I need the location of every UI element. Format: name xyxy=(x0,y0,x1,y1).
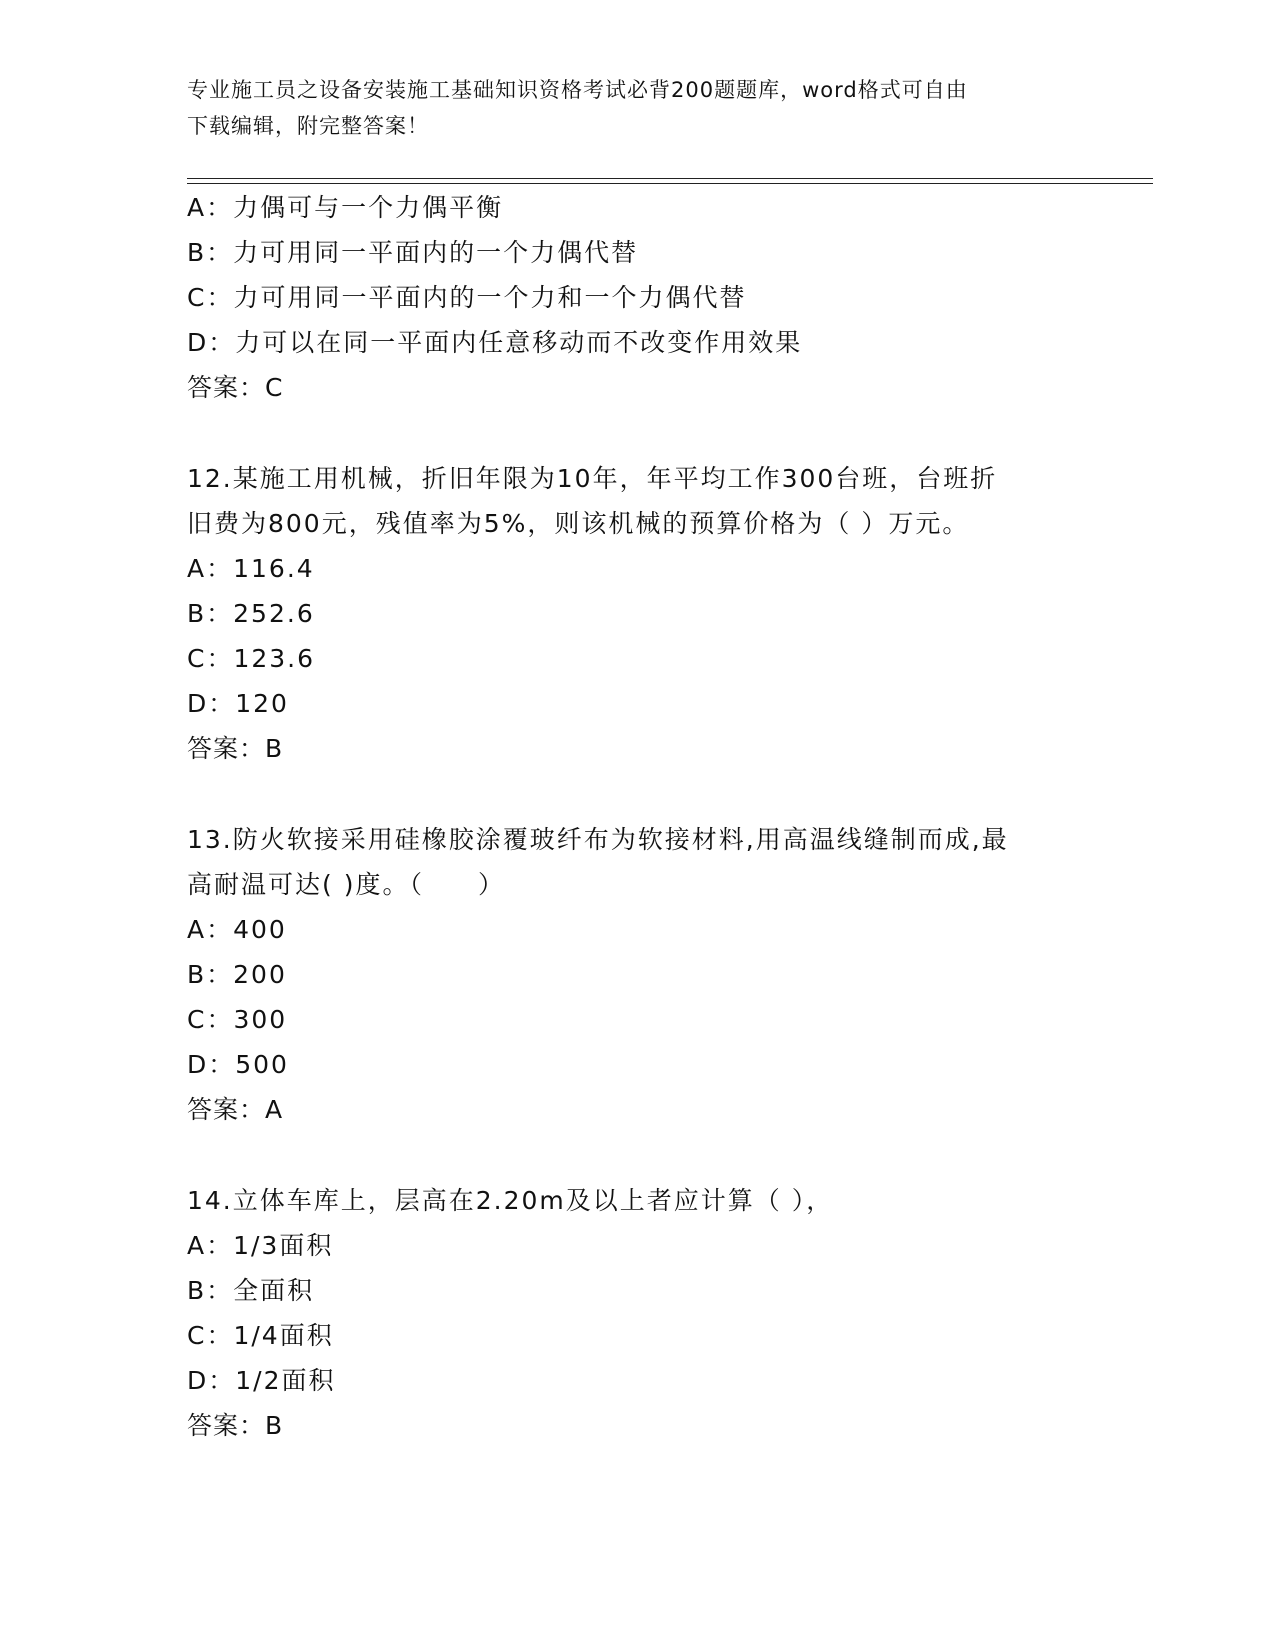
q13-option-d: D：500 xyxy=(187,1050,289,1079)
q12-stem-line-1: 12.某施工用机械，折旧年限为10年，年平均工作300台班，台班折 xyxy=(187,464,998,493)
q14-option-c: C：1/4面积 xyxy=(187,1321,334,1350)
q13-option-a: A：400 xyxy=(187,915,287,944)
q13-stem-line-2: 高耐温可达( )度。（ ） xyxy=(187,870,505,899)
q12-option-a: A：116.4 xyxy=(187,554,315,583)
document-header xyxy=(187,72,1087,144)
q12-option-c: C：123.6 xyxy=(187,644,316,673)
q13-option-b: B：200 xyxy=(187,960,287,989)
q11-option-d: D：力可以在同一平面内任意移动而不改变作用效果 xyxy=(187,328,803,357)
q14-option-a: A：1/3面积 xyxy=(187,1231,334,1260)
q14-stem-line-1: 14.立体车库上，层高在2.20m及以上者应计算（ ）， xyxy=(187,1186,834,1215)
header-divider-top xyxy=(187,178,1153,179)
header-line-2: 下载编辑，附完整答案！ xyxy=(187,114,429,138)
q13-answer: 答案：A xyxy=(187,1095,284,1124)
header-divider-bottom xyxy=(187,183,1153,184)
q11-answer: 答案：C xyxy=(187,373,284,402)
q13-stem-line-1: 13.防火软接采用硅橡胶涂覆玻纤布为软接材料,用高温线缝制而成,最 xyxy=(187,825,1009,854)
q12-answer: 答案：B xyxy=(187,734,284,763)
q14-answer: 答案：B xyxy=(187,1411,284,1440)
q11-option-c: C：力可用同一平面内的一个力和一个力偶代替 xyxy=(187,283,747,312)
q14-option-b: B：全面积 xyxy=(187,1276,315,1305)
q14-option-d: D：1/2面积 xyxy=(187,1366,336,1395)
q13-option-c: C：300 xyxy=(187,1005,288,1034)
q12-option-d: D：120 xyxy=(187,689,289,718)
q11-option-a: A：力偶可与一个力偶平衡 xyxy=(187,193,504,222)
header-line-1: 专业施工员之设备安装施工基础知识资格考试必背200题题库，word格式可自由 xyxy=(187,78,968,102)
q11-option-b: B：力可用同一平面内的一个力偶代替 xyxy=(187,238,639,267)
q12-option-b: B：252.6 xyxy=(187,599,315,628)
q12-stem-line-2: 旧费为800元，残值率为5%，则该机械的预算价格为（ ）万元。 xyxy=(187,509,970,538)
